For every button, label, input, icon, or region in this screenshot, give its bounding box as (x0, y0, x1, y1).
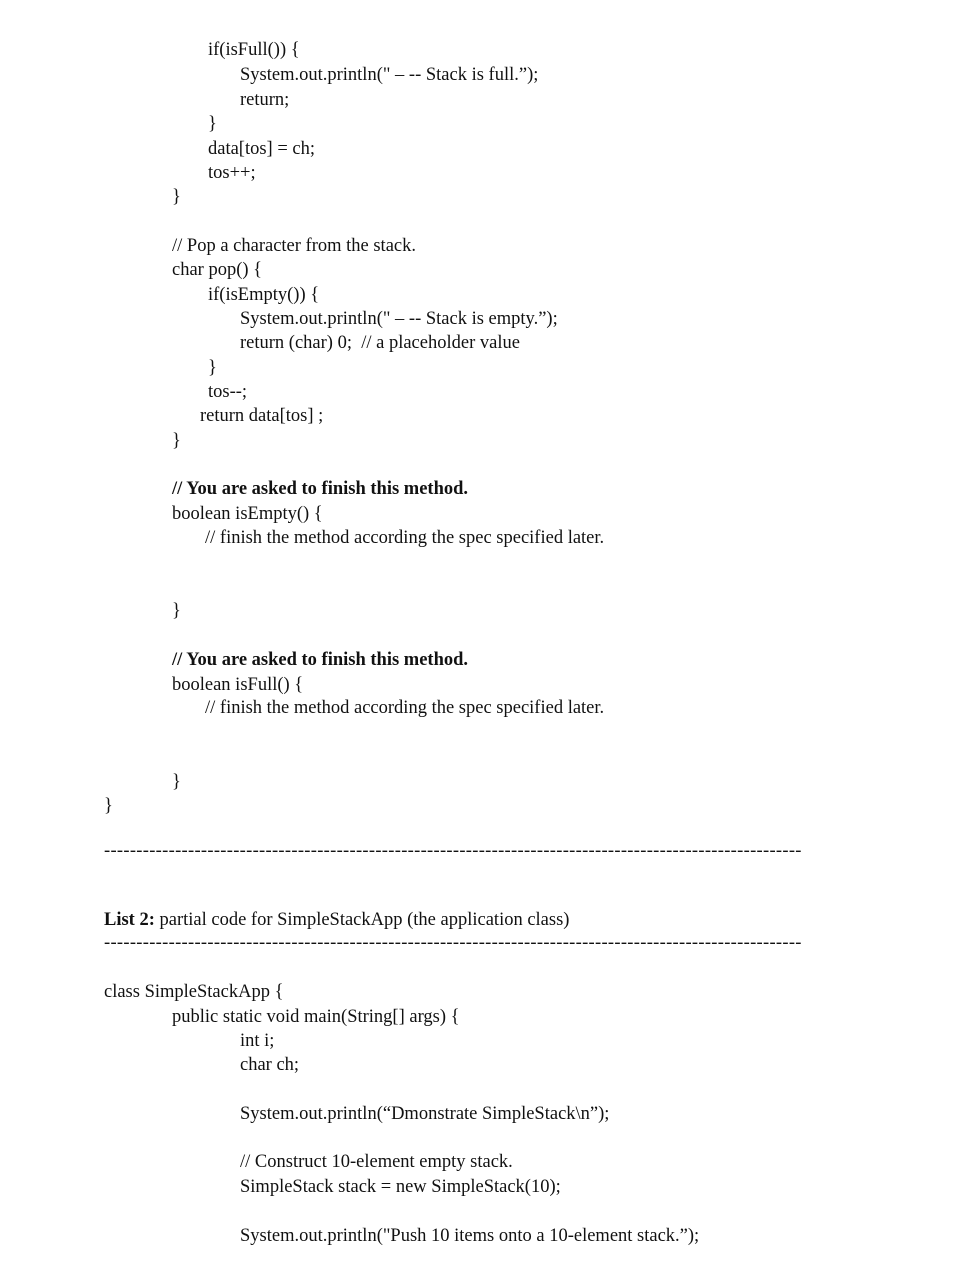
code-line: System.out.println("Push 10 items onto a 10-element stack.”); (240, 1226, 700, 1246)
code-line: public static void main(String[] args) { (172, 1007, 460, 1027)
code-comment: // finish the method according the spec specified later. (205, 698, 605, 718)
task-comment: // You are asked to finish this method. (172, 479, 469, 499)
code-line: System.out.println(" – -- Stack is empty.”); (240, 309, 558, 329)
list2-label: List 2: (104, 910, 155, 930)
code-line: data[tos] = ch; (208, 139, 316, 159)
code-line: } (172, 187, 181, 207)
code-line: class SimpleStackApp { (104, 982, 284, 1002)
code-line: boolean isEmpty() { (172, 504, 323, 524)
code-line: return data[tos] ; (200, 406, 324, 426)
task-comment: // You are asked to finish this method. (172, 650, 469, 670)
code-line: return (char) 0; // a placeholder value (240, 333, 520, 353)
code-line: } (208, 114, 217, 134)
code-line: return; (240, 90, 290, 110)
code-line: } (172, 772, 181, 792)
code-line: char pop() { (172, 260, 263, 280)
separator-line: ------------------------------------------------------------------------------------------------------------ (104, 841, 802, 861)
code-line: System.out.println(“Dmonstrate SimpleStack\n”); (240, 1104, 610, 1124)
code-line: if(isFull()) { (208, 40, 300, 60)
list2-heading (104, 909, 569, 931)
code-line: int i; (240, 1031, 275, 1051)
code-comment: // Pop a character from the stack. (172, 236, 416, 256)
separator-line: ------------------------------------------------------------------------------------------------------------ (104, 933, 802, 953)
code-line: System.out.println(" – -- Stack is full.”); (240, 65, 539, 85)
code-line: tos++; (208, 163, 256, 183)
code-line: } (172, 431, 181, 451)
code-line: } (208, 358, 217, 378)
code-line: } (172, 601, 181, 621)
code-line: } (104, 796, 113, 816)
code-comment: // Construct 10-element empty stack. (240, 1152, 513, 1172)
code-line: SimpleStack stack = new SimpleStack(10); (240, 1177, 561, 1197)
code-line: tos--; (208, 382, 248, 402)
list2-description: partial code for SimpleStackApp (the application class) (154, 910, 570, 930)
code-line: if(isEmpty()) { (208, 285, 320, 305)
code-line: boolean isFull() { (172, 675, 304, 695)
code-line: char ch; (240, 1055, 300, 1075)
code-comment: // finish the method according the spec specified later. (205, 528, 605, 548)
